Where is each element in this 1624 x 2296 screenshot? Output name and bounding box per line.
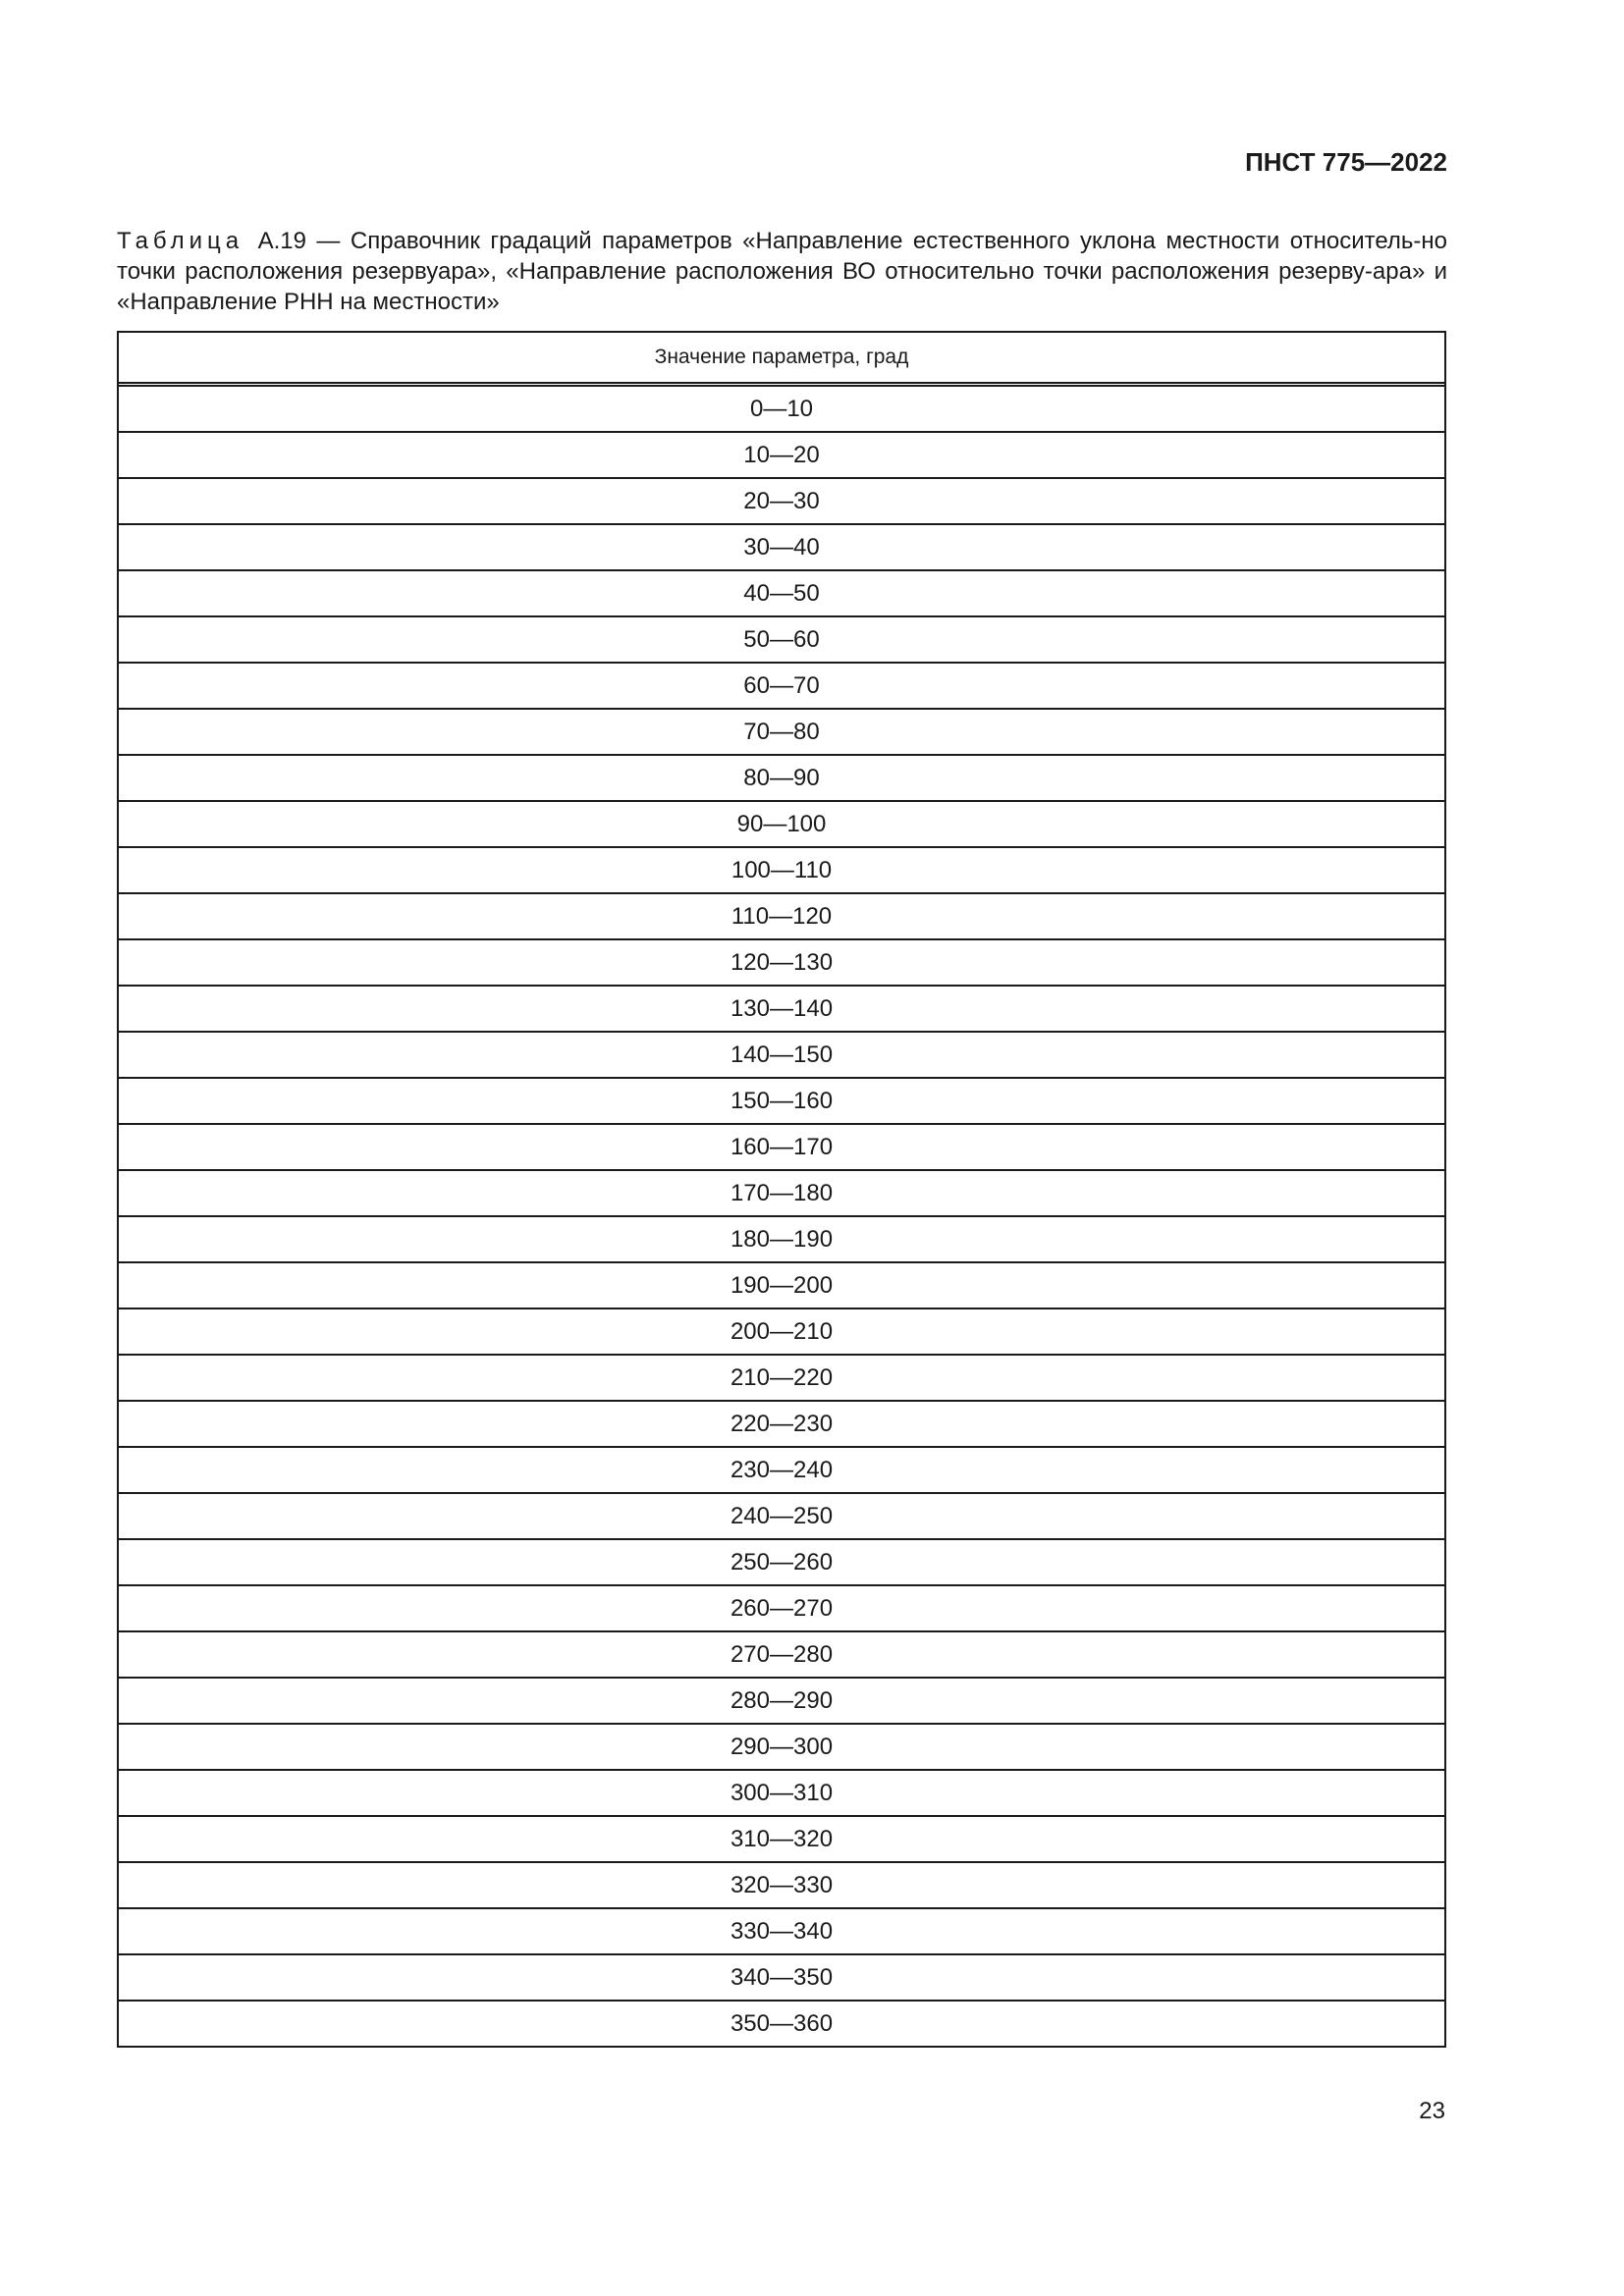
table-row: 220—230 [119,1400,1444,1446]
table-row: 240—250 [119,1492,1444,1538]
table-row: 330—340 [119,1907,1444,1953]
table-row: 80—90 [119,754,1444,800]
document-code: ПНСТ 775—2022 [1245,147,1447,177]
table-row: 160—170 [119,1123,1444,1169]
table-row: 0—10 [749,395,814,422]
table-body [119,387,1444,2046]
table-caption [117,226,1447,317]
table-caption-label: Таблица [117,228,244,254]
table-row: 260—270 [119,1584,1444,1630]
table-row: 310—320 [119,1815,1444,1861]
parameter-table [117,331,1446,2048]
table-row: 290—300 [119,1723,1444,1769]
table-row: 100—110 [119,846,1444,892]
table-row: 200—210 [119,1308,1444,1354]
table-row: 120—130 [119,938,1444,985]
table-row: 50—60 [119,615,1444,662]
table-row: 90—100 [119,800,1444,846]
table-row: 350—360 [119,2000,1444,2046]
table-row: 270—280 [119,1630,1444,1677]
table-row: 30—40 [119,523,1444,569]
table-caption-text: А.19 — Справочник градаций параметров «Направление естественного уклона местности относитель-но точки расположения резервуара», «Направление расположения ВО относительно точки расположения резерву-ара» и «Направление РНН на местности» [117,228,1447,315]
table-row: 230—240 [119,1446,1444,1492]
table-row: 190—200 [119,1261,1444,1308]
table-row: 70—80 [119,708,1444,754]
table-header: Значение параметра, град [119,333,1444,387]
table-row: 170—180 [119,1169,1444,1215]
table-row: 180—190 [119,1215,1444,1261]
table-row: 10—20 [119,431,1444,477]
table-row: 140—150 [119,1031,1444,1077]
table-row: 210—220 [119,1354,1444,1400]
table-row: 110—120 [119,892,1444,938]
page-number: 23 [1419,2098,1445,2124]
table-row: 340—350 [119,1953,1444,2000]
table-row: 40—50 [119,569,1444,615]
table-row: 130—140 [119,985,1444,1031]
table-row: 150—160 [119,1077,1444,1123]
table-row: 320—330 [119,1861,1444,1907]
table-row: 250—260 [119,1538,1444,1584]
table-row: 300—310 [119,1769,1444,1815]
table-row: 20—30 [119,477,1444,523]
table-row: 280—290 [119,1677,1444,1723]
table-row: 60—70 [119,662,1444,708]
